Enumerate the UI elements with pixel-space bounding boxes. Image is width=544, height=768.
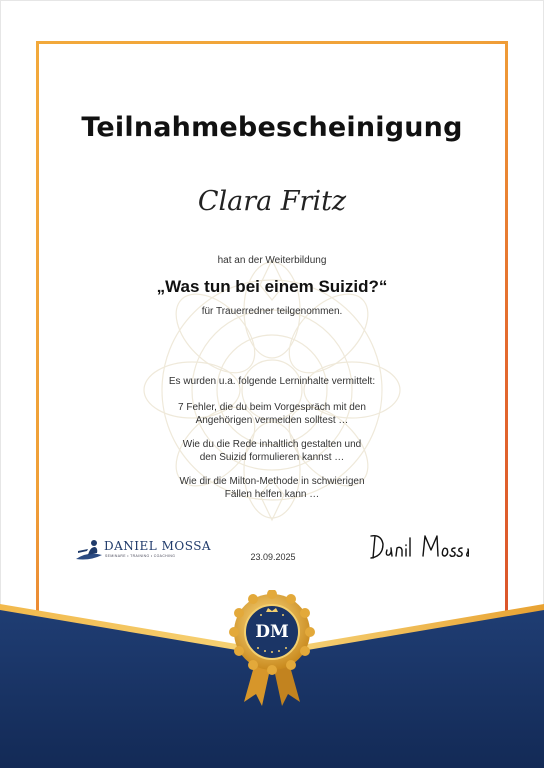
intro-text: hat an der Weiterbildung [217,255,327,266]
learning-item-line: Wie dir die Milton-Methode in schwierigen [179,476,365,487]
learning-item-line: 7 Fehler, die du beim Vorgespräch mit den [178,402,366,413]
logo-tagline: SEMINARE • TRAINING • COACHING [105,554,176,558]
content-heading: Es wurden u.a. folgende Lerninhalte vermittelt: [168,376,376,387]
learning-item-line: den Suizid formulieren kannst … [199,452,345,463]
seal-monogram: DM [255,622,289,642]
rosette-seal [222,590,322,710]
learning-item-line: Angehörigen vermeiden solltest … [195,415,349,426]
logo-figure-icon [74,537,104,563]
learning-item-line: Fällen helfen kann … [224,489,320,500]
certificate-title: Teilnahmebescheinigung [81,112,463,143]
outro-text: für Trauerredner teilgenommen. [201,306,343,317]
signature [365,530,469,566]
logo-name: DANIEL MOSSA [104,539,212,553]
learning-item [0,401,544,427]
learning-item [0,438,544,464]
certificate-date: 23.09.2025 [250,552,296,562]
course-title: „Was tun bei einem Suizid?“ [156,277,388,296]
daniel-mossa-logo [74,537,212,563]
recipient-name: Clara Fritz [197,186,347,217]
learning-item [0,475,544,501]
learning-item-line: Wie du die Rede inhaltlich gestalten und [182,439,362,450]
